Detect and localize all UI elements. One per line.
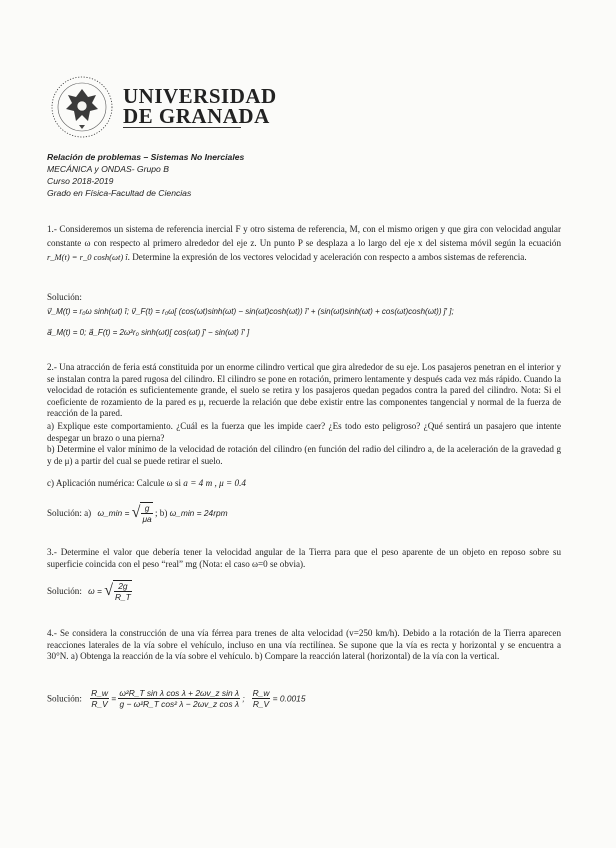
problem-4-ratio-2-denominator: R_V xyxy=(252,699,270,709)
problem-2-sol-a-fraction xyxy=(141,503,152,524)
problem-2-item-c-text: c) Aplicación numérica: Calcule ω si xyxy=(47,478,182,488)
problem-2-sol-a-denominator: μa xyxy=(142,514,152,524)
problem-4-lhs-denominator: R_V xyxy=(91,699,108,709)
problem-4-solution: Solución: $\frac{R\_w}{R\_V}$ = $\frac{\text{ω²R\_T sin λ cos λ + 2ωv\_z sin λ}}{\text{g − ω²R\_T cos² λ − 2ωv\_z cos λ}}$ ; $\frac{R\_w}{R\_V}$ = 0.0015 xyxy=(47,688,306,709)
problem-2-solution-label: Solución: a) xyxy=(47,508,92,518)
problem-2-sol-b: ω_min = 24rpm xyxy=(169,508,228,518)
problem-3-sol-denominator: R_T xyxy=(114,592,131,602)
problem-4-ratio-value: = 0.0015 xyxy=(272,693,306,704)
problem-2-item-c-values: a = 4 m , μ = 0.4 xyxy=(183,478,246,488)
problem-3-solution-label: Solución: xyxy=(47,586,82,596)
problem-4-ratio-2-numerator: R_w xyxy=(252,688,270,698)
problem-2-statement: 2.- Una atracción de feria está constituida por un enorme cilindro vertical que gira alrededor de su eje. Los pasajeros penetran en el interior y se instalan contra la pared rugosa del cilindro. El cilindro se pone en rotación, primero lentamente y después cada vez más rápido. Cuando la velocidad de rotación es suficientemente grande, el suelo se retira y los pasajeros quedan pegados contra la pared del cilindro. Nota: Si el coeficiente de rozamiento de la pared es μ, recuerde la relación que debe existir entre las componentes tangencial y normal de la fuerza de reacción de la pared. xyxy=(47,362,561,419)
problem-4-main-fraction xyxy=(118,688,240,709)
problem-4-equals: = xyxy=(111,693,117,704)
problem-3-statement: 3.- Determine el valor que debería tener la velocidad angular de la Tierra para que el peso aparente de un objeto en reposo sobre su superficie coincida con el peso “real” mg (Nota: el caso ω=0 se obvia). xyxy=(47,547,561,569)
problem-1-text-a: 1.- Consideremos un sistema de referencia inercial F y otro sistema de referencia, M, con el mismo origen y que gira con velocidad angular constante ω con respecto al primero alrededor del eje z. Un punto P se desplaza a lo largo del eje x del sistema móvil según la ecuación xyxy=(47,224,561,248)
problem-4-ratio-lhs xyxy=(90,688,109,709)
problem-3-sol-lhs: ω = xyxy=(88,586,102,596)
problem-2-item-b: b) Determine el valor mínimo de la velocidad de rotación del cilindro (en función del radio del cilindro a, de la aceleración de la gravedad g y de μ) a partir del cual se puede retirar el suelo. xyxy=(47,444,561,466)
year-line: Curso 2018-2019 xyxy=(47,176,114,186)
university-seal-logo xyxy=(50,75,114,139)
problem-2-sol-b-label: ; b) xyxy=(154,508,168,518)
header-rule xyxy=(123,127,241,128)
degree-line: Grado en Física-Facultad de Ciencias xyxy=(47,188,192,198)
problem-2-sol-a-lhs: ω_min = xyxy=(97,508,130,518)
problem-4-statement: 4.- Se considera la construcción de una vía férrea para trenes de alta velocidad (v=250 km/h). Debido a la rotación de la Tierra aparecen reacciones laterales de la vía sobre el vehículo, incluso en una vía rectilínea. Se supone que la vía es recta y horizontal y se encuentra a 30°N. a) Obtenga la reacción de la vía sobre el vehículo. b) Compare la reacción lateral (horizontal) de la vía con la vertical. xyxy=(47,628,561,662)
problem-4-solution-label: Solución: xyxy=(47,693,82,704)
problem-3-solution: Solución: ω = √ $\frac{2g}{R\_T}$ xyxy=(47,581,131,602)
problem-1-text-b: . Determine la expresión de los vectores velocidad y aceleración con respecto a ambos sistemas de referencia. xyxy=(127,251,527,262)
course-title: Relación de problemas – Sistemas No Inerciales xyxy=(47,152,245,162)
problem-1-solution-line-1: v⃗_M(t) = r₀ω sinh(ωt) î; v⃗_F(t) = r₀ω[ (cos(ωt)sinh(ωt) − sin(ωt)cosh(ωt)) î′ + (sin(ωt)sinh(ωt) + cos(ωt)cosh(ωt)) ĵ′ ]; xyxy=(47,307,454,316)
subject-line: MECÁNICA y ONDAS- Grupo B xyxy=(47,164,169,174)
problem-2-solution: Solución: a) ω_min = √ $\frac{g}{\mu a}$ ; b) ω_min = 24rpm xyxy=(47,503,228,524)
problem-2-sol-a-numerator: g xyxy=(141,503,152,514)
university-name-line1: UNIVERSIDAD xyxy=(123,84,277,108)
problem-1-solution-label: Solución: xyxy=(47,292,82,302)
problem-1-statement xyxy=(47,223,561,264)
problem-3-sol-numerator: 2g xyxy=(114,581,132,592)
problem-2-item-c xyxy=(47,478,561,490)
university-name-line2: DE GRANADA xyxy=(123,104,270,128)
problem-4-ratio-2 xyxy=(252,688,271,709)
problem-4-fraction-denominator: g − ω²R_T cos² λ − 2ωv_z cos λ xyxy=(119,699,239,709)
problem-3-sol-fraction xyxy=(114,581,132,602)
problem-1-equation: r_M(t) = r_0 cosh(ωt) î xyxy=(47,251,128,262)
problem-4-lhs-numerator: R_w xyxy=(91,688,108,698)
problem-2-item-a: a) Explique este comportamiento. ¿Cuál es la fuerza que les impide caer? ¿Es todo esto peligroso? ¿Qué sentirá un pasajero que intente despegar un brazo o una pierna? xyxy=(47,421,561,443)
problem-4-fraction-numerator: ω²R_T sin λ cos λ + 2ωv_z sin λ xyxy=(119,688,240,698)
problem-1-solution-line-2: a⃗_M(t) = 0; a⃗_F(t) = 2ω²r₀ sinh(ωt)[ cos(ωt) ĵ′ − sin(ωt) î′ ] xyxy=(47,328,250,337)
